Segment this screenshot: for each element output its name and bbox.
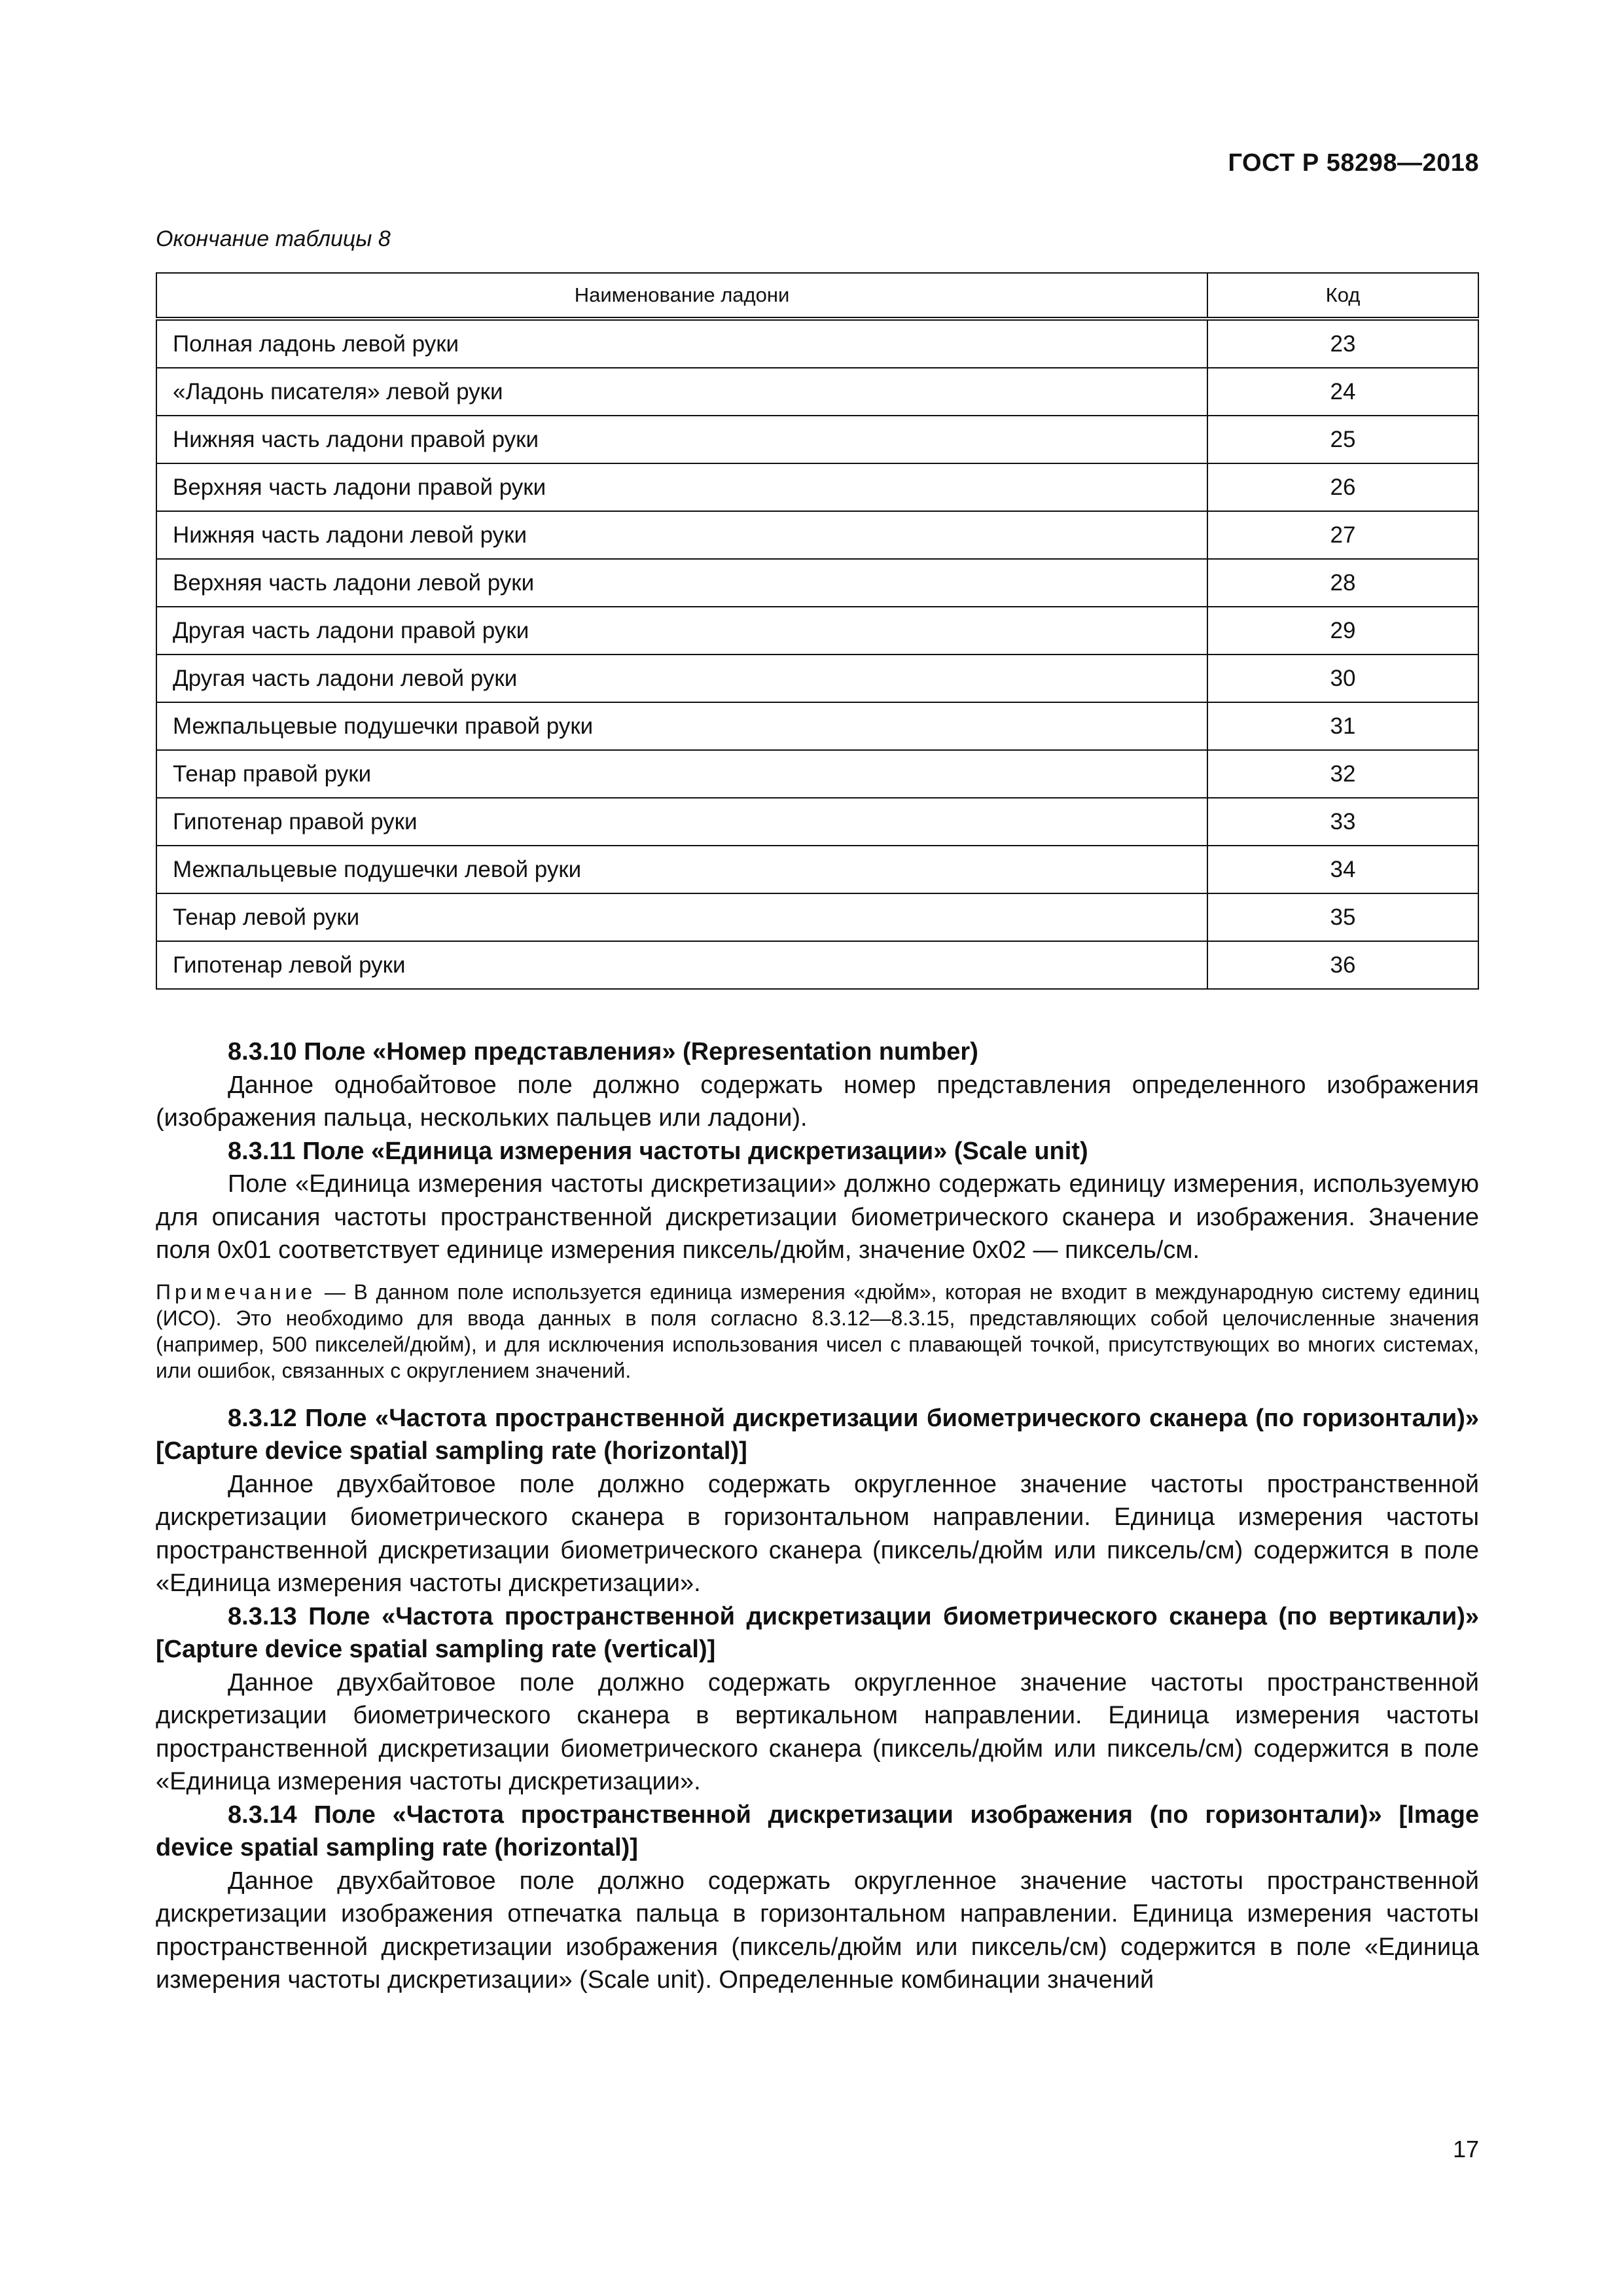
- note-paragraph: [156, 1279, 1479, 1384]
- palm-code-cell: 32: [1207, 750, 1478, 798]
- section-paragraph-8-3-10: Данное однобайтовое поле должно содержать номер представления определенного изображения (изображения пальца, нескольких пальцев или ладони).: [156, 1071, 1479, 1132]
- palm-name-cell: Полная ладонь левой руки: [156, 319, 1207, 368]
- palm-name-cell: Гипотенар левой руки: [156, 941, 1207, 989]
- palm-name-cell: Другая часть ладони правой руки: [156, 607, 1207, 655]
- palm-name-cell: Гипотенар правой руки: [156, 798, 1207, 846]
- palm-code-cell: 33: [1207, 798, 1478, 846]
- page-number: 17: [1452, 2136, 1479, 2162]
- section-paragraph-8-3-12: Данное двухбайтовое поле должно содержать округленное значение частоты пространственной дискретизации биометрического сканера в горизонтальном направлении. Единица измерения частоты пространственной дискретизации биометрического сканера (пиксель/дюйм или пиксель/см) содержится в поле «Единица измерения частоты дискретизации».: [156, 1470, 1479, 1597]
- palm-name-cell: Другая часть ладони левой руки: [156, 655, 1207, 702]
- table-row: [156, 941, 1478, 989]
- table-row: [156, 319, 1478, 368]
- palm-code-cell: 31: [1207, 702, 1478, 750]
- palm-name-cell: Тенар левой руки: [156, 893, 1207, 941]
- note-text: — В данном поле используется единица измерения «дюйм», которая не входит в международную систему единиц (ИСО). Это необходимо для ввода данных в поля согласно 8.3.12—8.3.15, представляющих собой целочисленные значения (например, 500 пикселей/дюйм), и для исключения использования чисел с плавающей точкой, присутствующих во многих системах, или ошибок, связанных с округлением значений.: [156, 1280, 1479, 1382]
- document-body: [156, 1035, 1479, 1997]
- table-row: [156, 893, 1478, 941]
- palm-code-cell: 29: [1207, 607, 1478, 655]
- palm-code-cell: 27: [1207, 511, 1478, 559]
- table-row: [156, 702, 1478, 750]
- palm-name-cell: Нижняя часть ладони правой руки: [156, 416, 1207, 463]
- palm-code-table: [156, 272, 1479, 990]
- palm-code-cell: 28: [1207, 559, 1478, 607]
- section-paragraph-8-3-13: Данное двухбайтовое поле должно содержать округленное значение частоты пространственной дискретизации биометрического сканера в вертикальном направлении. Единица измерения частоты пространственной дискретизации биометрического сканера (пиксель/дюйм или пиксель/см) содержится в поле «Единица измерения частоты дискретизации».: [156, 1668, 1479, 1795]
- palm-code-cell: 25: [1207, 416, 1478, 463]
- table-header-row: [156, 273, 1478, 319]
- table-row: [156, 798, 1478, 846]
- palm-code-cell: 23: [1207, 319, 1478, 368]
- section-paragraph-8-3-11: Поле «Единица измерения частоты дискретизации» должно содержать единицу измерения, используемую для описания частоты пространственной дискретизации биометрического сканера и изображения. Значение поля 0x01 соответствует единице измерения пиксель/дюйм, значение 0x02 — пиксель/см.: [156, 1170, 1479, 1264]
- table-row: [156, 750, 1478, 798]
- palm-code-cell: 30: [1207, 655, 1478, 702]
- palm-code-cell: 26: [1207, 463, 1478, 511]
- palm-name-cell: Нижняя часть ладони левой руки: [156, 511, 1207, 559]
- column-header-name: Наименование ладони: [156, 273, 1207, 319]
- palm-name-cell: Верхняя часть ладони правой руки: [156, 463, 1207, 511]
- palm-code-cell: 35: [1207, 893, 1478, 941]
- table-row: [156, 655, 1478, 702]
- table-row: [156, 511, 1478, 559]
- document-id-header: ГОСТ Р 58298—2018: [1228, 149, 1479, 177]
- table-row: [156, 463, 1478, 511]
- palm-code-cell: 24: [1207, 368, 1478, 416]
- palm-name-cell: Верхняя часть ладони левой руки: [156, 559, 1207, 607]
- table-row: [156, 368, 1478, 416]
- table-row: [156, 846, 1478, 893]
- section-heading-8-3-13: 8.3.13 Поле «Частота пространственной дискретизации биометрического сканера (по вертикали)» [Capture device spatial sampling rate (vertical)]: [156, 1602, 1479, 1663]
- section-paragraph-8-3-14: Данное двухбайтовое поле должно содержать округленное значение частоты пространственной дискретизации изображения отпечатка пальца в горизонтальном направлении. Единица измерения частоты пространственной дискретизации изображения (пиксель/дюйм или пиксель/см) содержится в поле «Единица измерения частоты дискретизации» (Scale unit). Определенные комбинации значений: [156, 1867, 1479, 1994]
- column-header-code: Код: [1207, 273, 1478, 319]
- section-heading-8-3-12: 8.3.12 Поле «Частота пространственной дискретизации биометрического сканера (по горизонтали)» [Capture device spatial sampling rate (horizontal)]: [156, 1404, 1479, 1465]
- table-row: [156, 416, 1478, 463]
- section-heading-8-3-14: 8.3.14 Поле «Частота пространственной дискретизации изображения (по горизонтали)» [Image device spatial sampling rate (horizontal)]: [156, 1801, 1479, 1861]
- table-row: [156, 607, 1478, 655]
- table-caption: Окончание таблицы 8: [156, 226, 391, 251]
- palm-code-cell: 34: [1207, 846, 1478, 893]
- table-row: [156, 559, 1478, 607]
- section-heading-8-3-11: 8.3.11 Поле «Единица измерения частоты дискретизации» (Scale unit): [228, 1137, 1088, 1165]
- palm-name-cell: Межпальцевые подушечки правой руки: [156, 702, 1207, 750]
- palm-code-cell: 36: [1207, 941, 1478, 989]
- section-heading-8-3-10: 8.3.10 Поле «Номер представления» (Representation number): [228, 1038, 978, 1066]
- palm-name-cell: «Ладонь писателя» левой руки: [156, 368, 1207, 416]
- note-label: Примечание: [156, 1280, 317, 1304]
- palm-name-cell: Межпальцевые подушечки левой руки: [156, 846, 1207, 893]
- palm-name-cell: Тенар правой руки: [156, 750, 1207, 798]
